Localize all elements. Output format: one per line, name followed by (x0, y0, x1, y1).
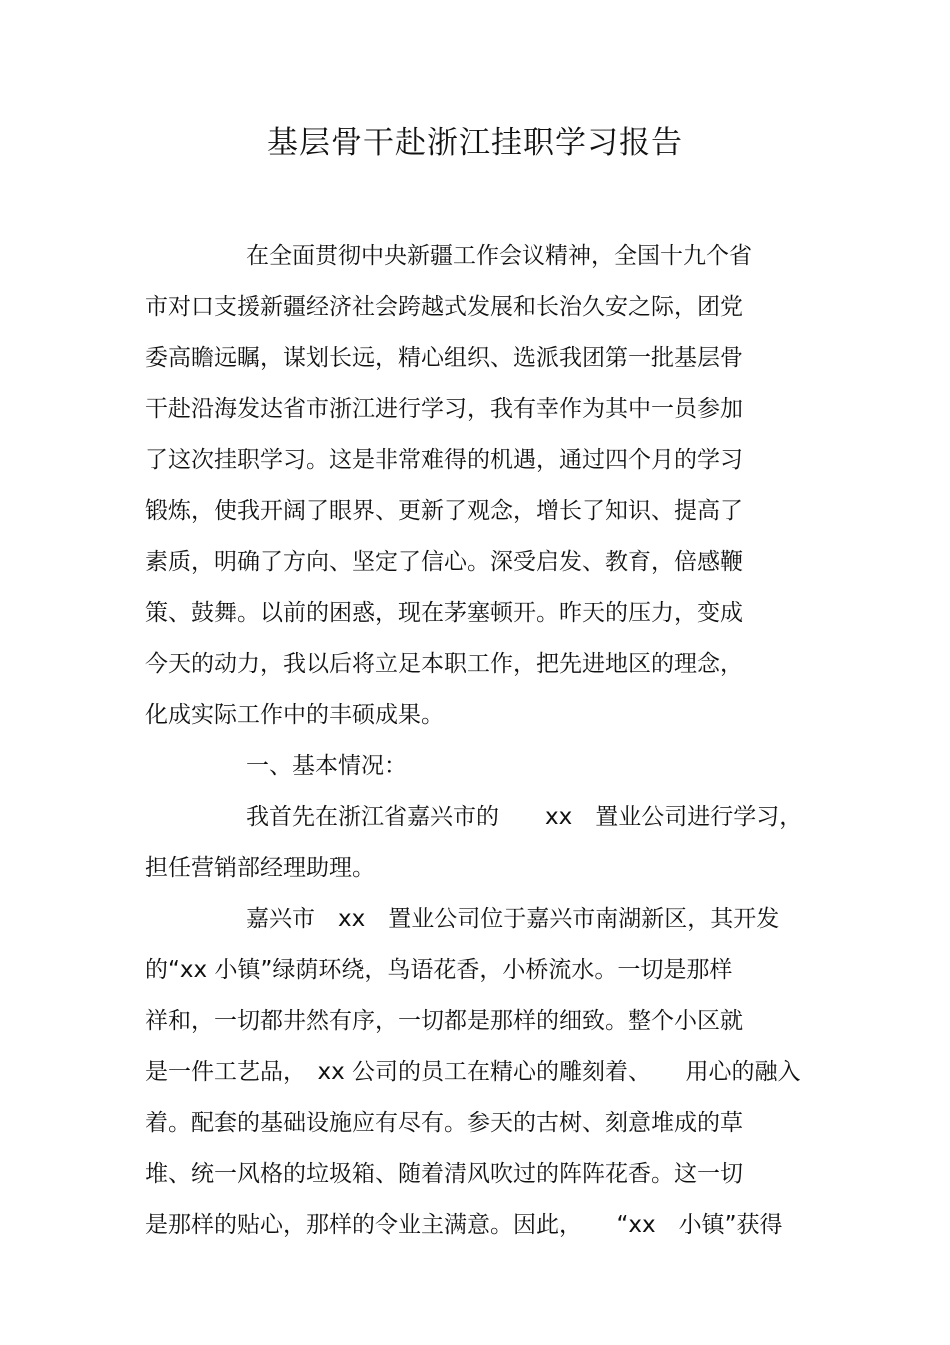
paragraph-line: 在全面贯彻中央新疆工作会议精神，全国十九个省 (246, 243, 752, 269)
paragraph-line: 的“xx 小镇”绿荫环绕，鸟语花香，小桥流水。一切是那样 (145, 957, 733, 983)
paragraph-line: 策、鼓舞。以前的困惑，现在茅塞顿开。昨天的压力，变成 (145, 600, 743, 626)
paragraph-line: 素质，明确了方向、坚定了信心。深受启发、教育，倍感鞭 (145, 549, 743, 575)
paragraph-line: 委高瞻远瞩，谋划长远，精心组织、选派我团第一批基层骨 (145, 345, 743, 371)
paragraph-line: 是那样的贴心，那样的令业主满意。因此， “xx 小镇”获得 (145, 1212, 783, 1238)
paragraph-line: 市对口支援新疆经济社会跨越式发展和长治久安之际，团党 (145, 294, 743, 320)
paragraph-line: 今天的动力，我以后将立足本职工作，把先进地区的理念， (145, 651, 743, 677)
paragraph-line: 堆、统一风格的垃圾箱、随着清风吹过的阵阵花香。这一切 (145, 1161, 743, 1187)
paragraph-line: 了这次挂职学习。这是非常难得的机遇，通过四个月的学习 (145, 447, 743, 473)
paragraph-line: 嘉兴市 xx 置业公司位于嘉兴市南湖新区，其开发 (246, 906, 780, 932)
paragraph-line: 化成实际工作中的丰硕成果。 (145, 702, 444, 728)
paragraph-line: 担任营销部经理助理。 (145, 855, 375, 881)
paragraph-line: 我首先在浙江省嘉兴市的 xx 置业公司进行学习， (246, 804, 803, 830)
paragraph-line: 锻炼，使我开阔了眼界、更新了观念，增长了知识、提高了 (145, 498, 743, 524)
document-title: 基层骨干赴浙江挂职学习报告 (267, 125, 683, 161)
section-heading: 一、基本情况： (246, 753, 407, 779)
paragraph-line: 干赴沿海发达省市浙江进行学习，我有幸作为其中一员参加 (145, 396, 743, 422)
paragraph-line: 着。配套的基础设施应有尽有。参天的古树、刻意堆成的草 (145, 1110, 743, 1136)
paragraph-line: 祥和，一切都井然有序，一切都是那样的细致。整个小区就 (145, 1008, 743, 1034)
paragraph-line: 是一件工艺品， xx 公司的员工在精心的雕刻着、 用心的融入 (145, 1059, 801, 1085)
